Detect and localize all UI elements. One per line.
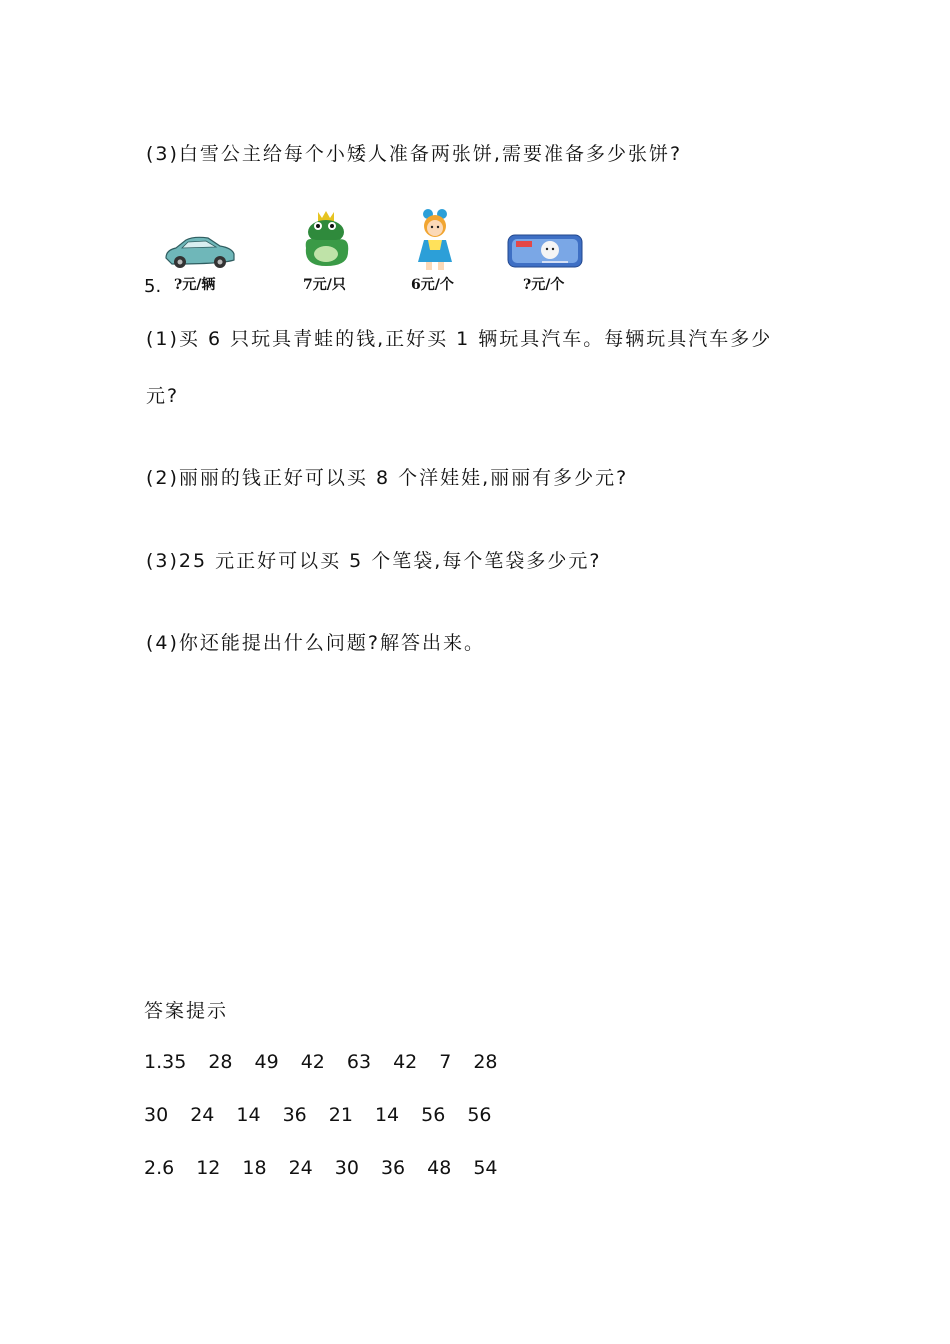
- q5-sub1-line1: (1)买 6 只玩具青蛙的钱,正好买 1 辆玩具汽车。每辆玩具汽车多少: [146, 328, 773, 350]
- answer-value: 49: [254, 1051, 279, 1073]
- answer-value: 54: [473, 1157, 498, 1179]
- question-5-number: 5.: [144, 276, 162, 297]
- answer-value: 28: [208, 1051, 233, 1073]
- answer-value: 42: [300, 1051, 325, 1073]
- q3-snow-white: (3)白雪公主给每个小矮人准备两张饼,需要准备多少张饼?: [146, 143, 683, 165]
- q5-sub4: (4)你还能提出什么问题?解答出来。: [146, 632, 485, 654]
- pencil-case-price: ?元/个: [523, 277, 565, 293]
- answer-value: 18: [242, 1157, 267, 1179]
- answer-value: 7: [439, 1051, 452, 1073]
- answer-value: 63: [346, 1051, 372, 1073]
- q5-sub3: (3)25 元正好可以买 5 个笔袋,每个笔袋多少元?: [146, 550, 602, 572]
- answer-value: 42: [393, 1051, 418, 1073]
- answer-value: 24: [190, 1104, 215, 1126]
- answers-row-1: [144, 1051, 520, 1073]
- answer-value: 2.6: [144, 1157, 175, 1179]
- answers-title: 答案提示: [144, 1000, 229, 1022]
- frog-price: 7元/只: [303, 277, 346, 293]
- answer-value: 1.35: [144, 1051, 187, 1073]
- q5-sub1-line2: 元?: [146, 385, 180, 407]
- answer-value: 12: [196, 1157, 221, 1179]
- car-image: [162, 232, 238, 272]
- answer-value: 24: [288, 1157, 313, 1179]
- answer-value: 30: [144, 1104, 169, 1126]
- answers-row-2: [144, 1104, 514, 1126]
- answer-value: 48: [427, 1157, 452, 1179]
- q5-sub2: (2)丽丽的钱正好可以买 8 个洋娃娃,丽丽有多少元?: [146, 467, 629, 489]
- answer-value: 21: [328, 1104, 353, 1126]
- pencil-case-image: [506, 232, 584, 270]
- car-price: ?元/辆: [174, 277, 216, 293]
- answers-row-3: [144, 1157, 520, 1179]
- doll-image: [414, 208, 456, 272]
- answer-value: 56: [421, 1104, 446, 1126]
- answer-value: 14: [374, 1104, 400, 1126]
- answer-value: 14: [236, 1104, 261, 1126]
- frog-image: [298, 208, 356, 270]
- answer-value: 36: [282, 1104, 307, 1126]
- answer-value: 28: [473, 1051, 498, 1073]
- answer-value: 56: [467, 1104, 492, 1126]
- answer-value: 30: [334, 1157, 359, 1179]
- answer-value: 36: [380, 1157, 406, 1179]
- doll-price: 6元/个: [411, 277, 454, 293]
